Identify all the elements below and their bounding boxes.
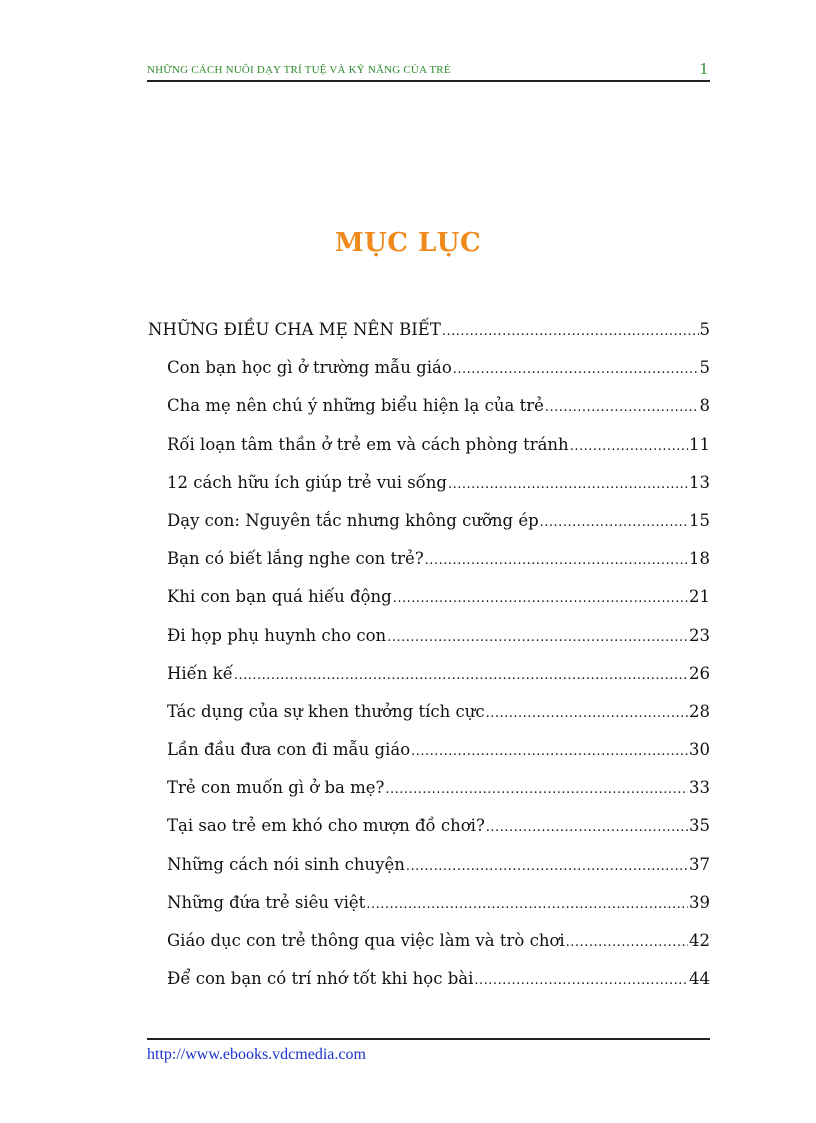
toc-leader-dots: [385, 782, 688, 797]
toc-entry[interactable]: [148, 664, 710, 702]
toc-entry-title: Giáo dục con trẻ thông qua việc làm và trò chơi: [167, 931, 565, 950]
toc-entry-page: 42: [689, 931, 710, 950]
toc-entry[interactable]: [148, 396, 710, 434]
toc-entry-page: 11: [689, 434, 710, 454]
toc-entry[interactable]: [148, 778, 710, 816]
footer-link[interactable]: http://www.ebooks.vdcmedia.com: [147, 1046, 366, 1063]
toc-entry-title: Lần đầu đưa con đi mẫu giáo: [167, 740, 411, 760]
toc-leader-dots: [366, 897, 688, 912]
toc-entry-page: 5: [699, 358, 710, 378]
toc-leader-dots: [425, 553, 688, 568]
toc-leader-dots: [570, 439, 688, 454]
page-footer: [147, 1038, 710, 1063]
toc-entry-page: 37: [689, 854, 710, 874]
table-of-contents: [148, 320, 710, 1007]
toc-entry-title: Hiến kế: [167, 663, 233, 683]
toc-leader-dots: [486, 820, 688, 835]
toc-entry[interactable]: [148, 893, 710, 931]
toc-leader-dots: [406, 859, 688, 874]
toc-entry[interactable]: [148, 549, 710, 587]
toc-entry-page: 5: [699, 320, 710, 339]
toc-entry[interactable]: [148, 473, 710, 511]
toc-entry-title: NHỮNG ĐIỀU CHA MẸ NÊN BIẾT: [148, 320, 441, 339]
toc-entry-title: Trẻ con muốn gì ở ba mẹ?: [167, 778, 385, 798]
toc-entry[interactable]: [148, 435, 710, 473]
toc-leader-dots: [545, 400, 699, 415]
toc-entry-title: Những cách nói sinh chuyện: [167, 854, 405, 874]
toc-entry-title: Khi con bạn quá hiếu động: [167, 587, 392, 607]
toc-entry-title: Dạy con: Nguyên tắc nhưng không cưỡng ép: [167, 510, 539, 530]
toc-leader-dots: [474, 973, 688, 988]
toc-leader-dots: [387, 630, 688, 645]
toc-entry[interactable]: [148, 702, 710, 740]
toc-entry-page: 35: [689, 816, 710, 836]
toc-entry[interactable]: [148, 931, 710, 969]
toc-entry-page: 8: [699, 396, 710, 416]
toc-title: MỤC LỤC: [334, 228, 482, 258]
toc-entry-title: Đi họp phụ huynh cho con: [167, 625, 387, 645]
toc-leader-dots: [442, 324, 699, 339]
toc-leader-dots: [393, 591, 688, 606]
toc-entry-title: Những đứa trẻ siêu việt: [167, 892, 366, 912]
toc-entry-title: Con bạn học gì ở trường mẫu giáo: [167, 358, 452, 378]
toc-entry[interactable]: [148, 511, 710, 549]
toc-entry-page: 39: [689, 892, 710, 912]
toc-entry[interactable]: [148, 855, 710, 893]
toc-leader-dots: [486, 706, 688, 721]
toc-entry-page: 23: [689, 625, 710, 645]
toc-entry[interactable]: [148, 320, 710, 358]
toc-entry[interactable]: [148, 969, 710, 1007]
toc-entry[interactable]: [148, 587, 710, 625]
toc-entry-title: Cha mẹ nên chú ý những biểu hiện lạ của trẻ: [167, 396, 544, 416]
toc-leader-dots: [448, 477, 688, 492]
toc-leader-dots: [566, 935, 688, 950]
toc-entry[interactable]: [148, 626, 710, 664]
page-header: [147, 60, 710, 82]
toc-entry-page: 18: [689, 549, 710, 569]
toc-entry-page: 33: [689, 778, 710, 798]
toc-leader-dots: [453, 362, 699, 377]
toc-entry-page: 44: [689, 969, 710, 989]
toc-entry-title: Tại sao trẻ em khó cho mượn đồ chơi?: [167, 816, 485, 836]
toc-leader-dots: [234, 668, 688, 683]
header-page-number: 1: [699, 59, 708, 78]
toc-entry[interactable]: [148, 358, 710, 396]
toc-entry-title: Để con bạn có trí nhớ tốt khi học bài: [167, 969, 474, 989]
toc-entry-title: Tác dụng của sự khen thưởng tích cực: [167, 701, 485, 721]
toc-entry-title: 12 cách hữu ích giúp trẻ vui sống: [167, 472, 447, 492]
toc-entry-page: 21: [689, 587, 710, 607]
toc-entry-page: 15: [689, 510, 710, 530]
toc-entry-page: 26: [689, 663, 710, 683]
toc-leader-dots: [411, 744, 688, 759]
toc-entry-page: 13: [689, 472, 710, 492]
header-title: NHỮNG CÁCH NUÔI DẠY TRÍ TUỆ VÀ KỸ NĂNG CỦA TRẺ: [147, 64, 451, 76]
toc-entry-title: Rối loạn tâm thần ở trẻ em và cách phòng tránh: [167, 434, 569, 454]
toc-entry-title: Bạn có biết lắng nghe con trẻ?: [167, 549, 424, 569]
toc-leader-dots: [540, 515, 688, 530]
toc-entry-page: 28: [689, 701, 710, 721]
toc-entry[interactable]: [148, 740, 710, 778]
toc-entry[interactable]: [148, 816, 710, 854]
toc-entry-page: 30: [689, 740, 710, 760]
